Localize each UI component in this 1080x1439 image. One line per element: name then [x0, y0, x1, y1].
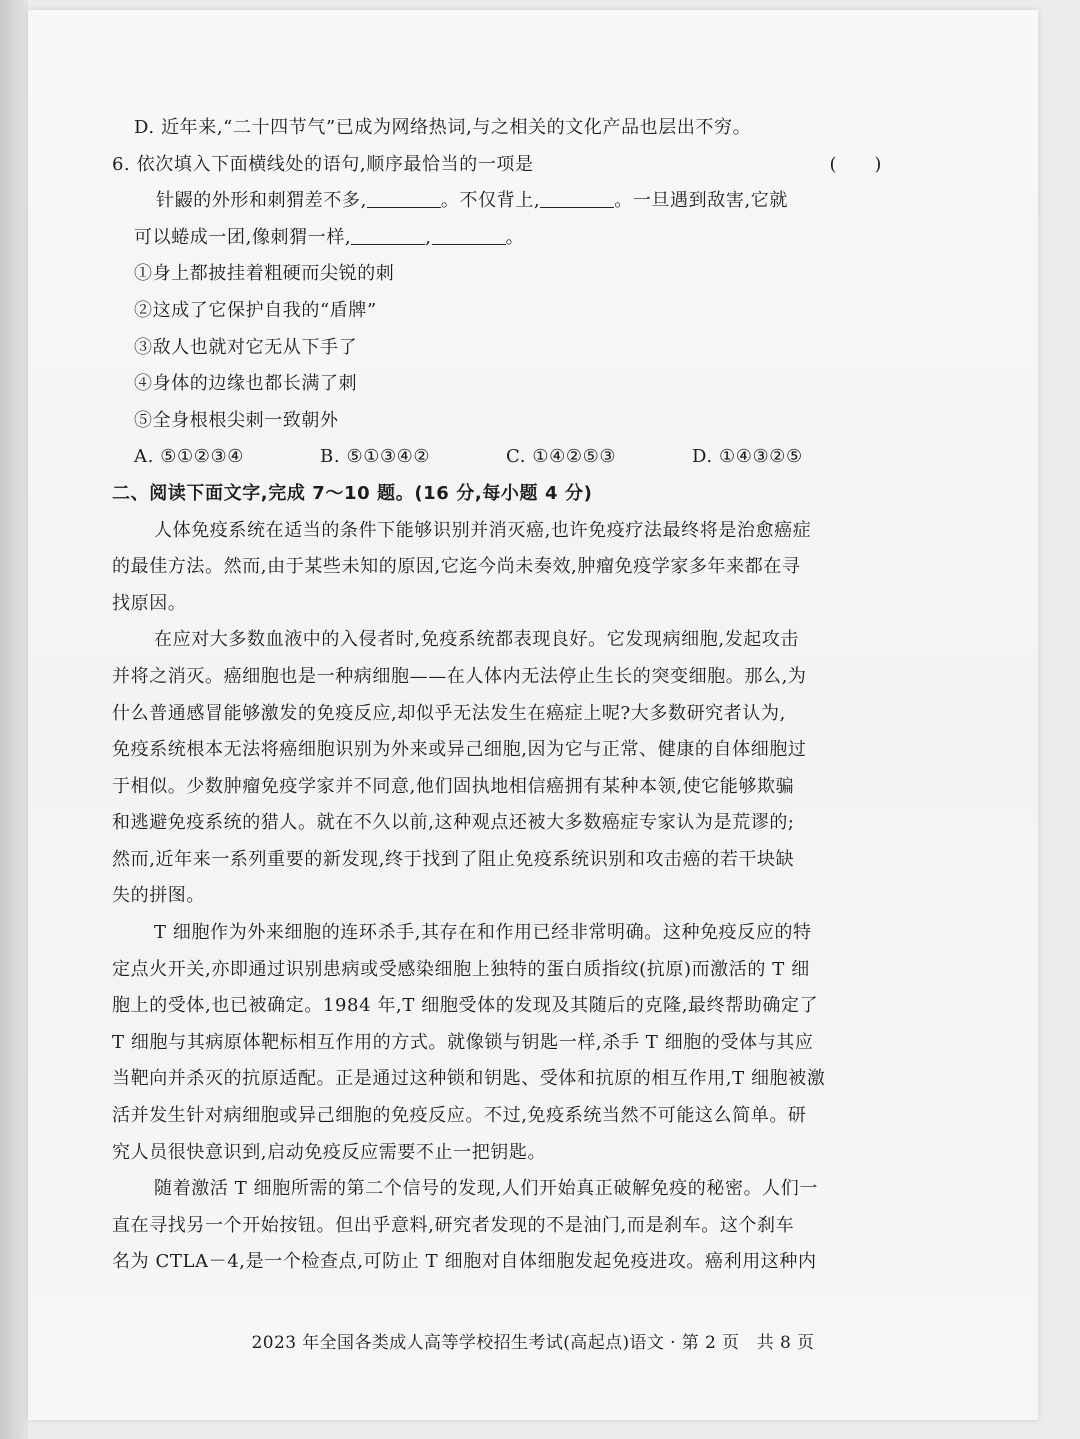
section-heading: 二、阅读下面文字,完成 7～10 题。(16 分,每小题 4 分) [112, 482, 593, 504]
q6-passage-line-1 [112, 183, 892, 220]
paragraph-line: T 细胞作为外来细胞的连环杀手,其存在和作用已经非常明确。这种免疫反应的特 [154, 922, 812, 944]
passage-text: 。 [505, 226, 525, 248]
q6-item: ③敌人也就对它无从下手了 [134, 336, 358, 358]
passage-text: 。不仅背上, [440, 190, 541, 212]
q6-choices [112, 439, 892, 476]
choice-b: B. ⑤①③④② [320, 446, 431, 468]
paragraph-line: 名为 CTLA－4,是一个检查点,可防止 T 细胞对自体细胞发起免疫进攻。癌利用这种内 [112, 1251, 817, 1273]
answer-blank [367, 187, 441, 208]
passage-text: 针鼹的外形和刺猬差不多, [156, 190, 367, 212]
paragraph-line: 失的拼图。 [112, 885, 205, 907]
q6-item: ④身体的边缘也都长满了刺 [134, 373, 358, 395]
paragraph-line: 人体免疫系统在适当的条件下能够识别并消灭癌,也许免疫疗法最终将是治愈癌症 [154, 519, 812, 541]
paragraph-line: 找原因。 [112, 592, 187, 614]
q6-stem: 6. 依次填入下面横线处的语句,顺序最恰当的一项是 [112, 153, 534, 175]
paragraph-line: 究人员很快意识到,启动免疫反应需要不止一把钥匙。 [112, 1141, 547, 1163]
q6-item: ①身上都披挂着粗硬而尖锐的刺 [134, 263, 395, 285]
paragraph-line: 什么普通感冒能够激发的免疫反应,却似乎无法发生在癌症上呢?大多数研究者认为, [112, 702, 786, 724]
answer-blank [351, 224, 425, 245]
page-edge-shadow [0, 0, 28, 1439]
paragraph-line: 免疫系统根本无法将癌细胞识别为外来或异己细胞,因为它与正常、健康的自体细胞过 [112, 739, 807, 761]
choice-d: D. ①④③②⑤ [692, 446, 803, 468]
paragraph-line: 定点火开关,亦即通过识别患病或受感染细胞上独特的蛋白质指纹(抗原)而激活的 T 细 [112, 958, 810, 980]
passage-text: 可以蜷成一团,像刺猬一样, [134, 226, 352, 248]
answer-blank [540, 187, 614, 208]
paragraph-line: 并将之消灭。癌细胞也是一种病细胞——在人体内无法停止生长的突变细胞。那么,为 [112, 665, 807, 687]
paragraph-line: 直在寻找另一个开始按钮。但出乎意料,研究者发现的不是油门,而是刹车。这个刹车 [112, 1214, 795, 1236]
paragraph-line: 胞上的受体,也已被确定。1984 年,T 细胞受体的发现及其随后的克隆,最终帮助确定了 [112, 995, 819, 1017]
paragraph-line: 的最佳方法。然而,由于某些未知的原因,它迄今尚未奏效,肿瘤免疫学家多年来都在寻 [112, 556, 801, 578]
answer-blank [432, 224, 506, 245]
paragraph-line: 当靶向并杀灭的抗原适配。正是通过这种锁和钥匙、受体和抗原的相互作用,T 细胞被激 [112, 1068, 826, 1090]
q6-item: ②这成了它保护自我的“盾牌” [134, 299, 377, 321]
page-footer: 2023 年全国各类成人高等学校招生考试(高起点)语文 · 第 2 页 共 8 页 [251, 1333, 815, 1353]
paragraph-line: 然而,近年来一系列重要的新发现,终于找到了阻止免疫系统识别和攻击癌的若干块缺 [112, 848, 795, 870]
paragraph-line: 活并发生针对病细胞或异己细胞的免疫反应。不过,免疫系统当然不可能这么简单。研 [112, 1105, 807, 1127]
choice-c: C. ①④②⑤③ [506, 446, 617, 468]
q5-option-d: D. 近年来,“二十四节气”已成为网络热词,与之相关的文化产品也层出不穷。 [134, 117, 752, 138]
choice-a: A. ⑤①②③④ [134, 446, 244, 468]
q6-item: ⑤全身根根尖刺一致朝外 [134, 409, 339, 431]
answer-bracket: ( ) [829, 153, 882, 175]
passage-text: , [425, 226, 432, 248]
q6-passage-line-2 [112, 220, 892, 257]
paragraph-line: 在应对大多数血液中的入侵者时,免疫系统都表现良好。它发现病细胞,发起攻击 [154, 629, 800, 651]
paragraph-line: T 细胞与其病原体靶标相互作用的方式。就像锁与钥匙一样,杀手 T 细胞的受体与其应 [112, 1031, 814, 1053]
paragraph-line: 随着激活 T 细胞所需的第二个信号的发现,人们开始真正破解免疫的秘密。人们一 [154, 1178, 818, 1200]
q6-stem-line [112, 147, 892, 184]
passage-text: 。一旦遇到敌害,它就 [614, 190, 788, 212]
paragraph-line: 于相似。少数肿瘤免疫学家并不同意,他们固执地相信癌拥有某种本领,使它能够欺骗 [112, 775, 795, 797]
paragraph-line: 和逃避免疫系统的猎人。就在不久以前,这种观点还被大多数癌症专家认为是荒谬的; [112, 812, 795, 834]
page-content [112, 110, 892, 1281]
